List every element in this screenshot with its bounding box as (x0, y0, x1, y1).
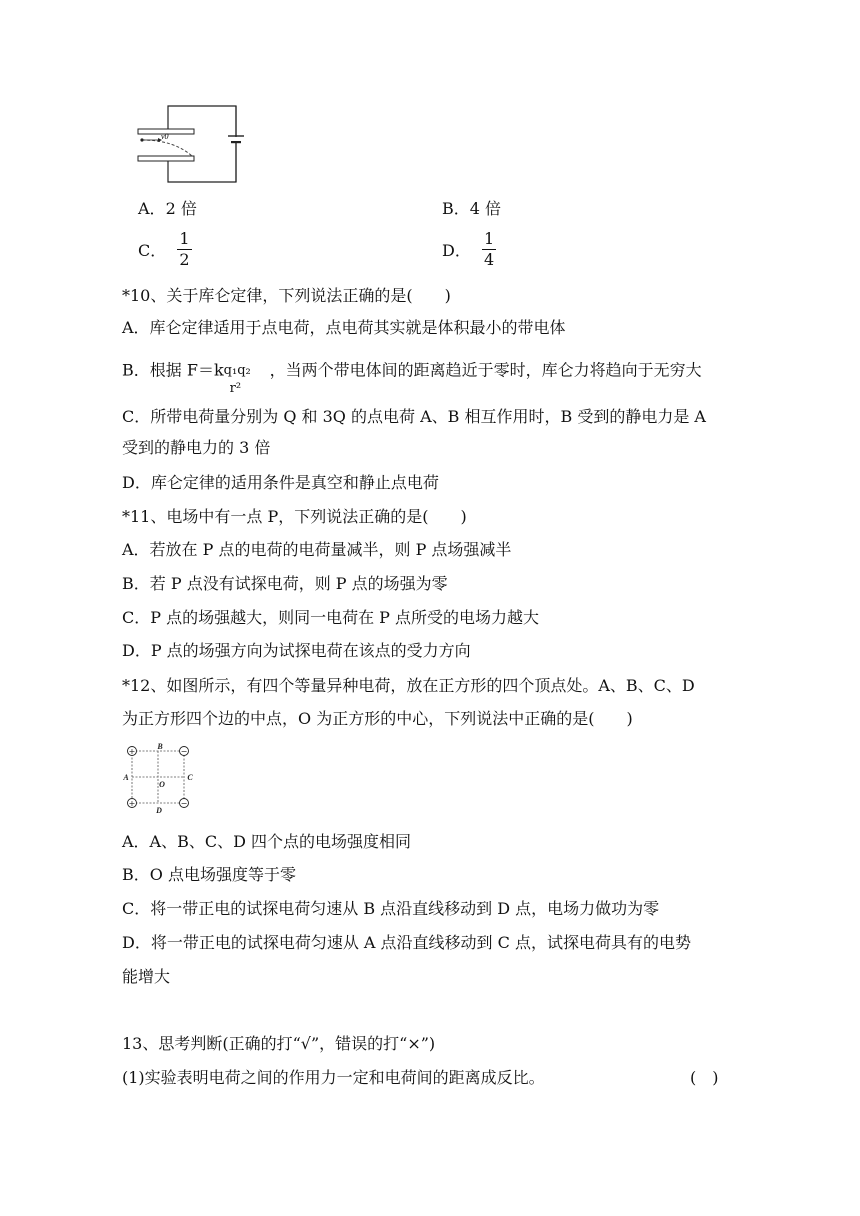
point-c-label: C (187, 773, 193, 782)
point-b-label: B (157, 742, 163, 751)
fraction-one-half: $\frac{1}{2}$ (179, 229, 190, 269)
q10-option-a: A．库仑定律适用于点电荷，点电荷其实就是体积最小的带电体 (122, 318, 566, 337)
q13-item-1-answer-blank[interactable]: ( ) (690, 1068, 719, 1087)
fraction-one-quarter: $\frac{1}{4}$ (483, 229, 495, 269)
q11-option-b: B．若 P 点没有试探电荷，则 P 点的场强为零 (122, 574, 448, 593)
coulomb-formula: q₁q₂ r² (223, 362, 251, 396)
q13-stem: 13、思考判断(正确的打“√”，错误的打“×”) (122, 1034, 436, 1053)
plus-charge-bottom-left: + (128, 799, 136, 808)
q10-option-b: B．根据 F＝k q₁q₂ r² ，当两个带电体间的距离趋近于零时，库仑力将趋向于无穷大 (122, 352, 702, 389)
q12-stem-line2: 为正方形四个边的中点，O 为正方形的中心，下列说法中正确的是( ) (122, 709, 633, 728)
point-d-label: D (156, 806, 162, 814)
q11-option-d: D．P 点的场强方向为试探电荷在该点的受力方向 (122, 641, 471, 660)
point-o-label: O (159, 780, 165, 789)
q10-option-d: D．库仑定律的适用条件是真空和静止点电荷 (122, 473, 439, 492)
q11-option-a: A．若放在 P 点的电荷的电荷量减半，则 P 点场强减半 (122, 540, 512, 559)
minus-charge-bottom-right: − (180, 799, 188, 808)
minus-charge-top-right: − (180, 747, 188, 756)
q13-item-1: (1)实验表明电荷之间的作用力一定和电荷间的距离成反比。 (122, 1068, 545, 1087)
capacitor-circuit-figure (134, 104, 246, 186)
q12-option-b: B．O 点电场强度等于零 (122, 865, 296, 884)
q12-stem-line1: *12、如图所示，有四个等量异种电荷，放在正方形的四个顶点处。A、B、C、D (122, 676, 695, 695)
point-a-label: A (123, 773, 129, 782)
q12-option-c: C．将一带正电的试探电荷匀速从 B 点沿直线移动到 D 点，电场力做功为零 (122, 899, 660, 918)
q9-option-c: C． $\frac{1}{2}$ (138, 229, 190, 269)
v0-label: v0 (161, 132, 169, 141)
plus-charge-top-left: + (128, 747, 136, 756)
square-charges-figure (122, 742, 196, 814)
q11-stem: *11、电场中有一点 P，下列说法正确的是( ) (122, 507, 467, 526)
q12-option-d-line1: D．将一带正电的试探电荷匀速从 A 点沿直线移动到 C 点，试探电荷具有的电势 (122, 933, 691, 952)
q12-option-a: A．A、B、C、D 四个点的电场强度相同 (122, 832, 412, 851)
q10-stem: *10、关于库仑定律，下列说法正确的是( ) (122, 286, 451, 305)
q12-option-d-line2: 能增大 (122, 967, 171, 986)
q9-option-a: A．2 倍 (138, 199, 197, 218)
q9-option-d: D． $\frac{1}{4}$ (442, 229, 495, 269)
q11-option-c: C．P 点的场强越大，则同一电荷在 P 点所受的电场力越大 (122, 608, 540, 627)
q10-option-c-line2: 受到的静电力的 3 倍 (122, 438, 271, 457)
q9-option-b: B．4 倍 (442, 199, 502, 218)
q10-option-c-line1: C．所带电荷量分别为 Q 和 3Q 的点电荷 A、B 相互作用时，B 受到的静电力是 A (122, 407, 706, 426)
